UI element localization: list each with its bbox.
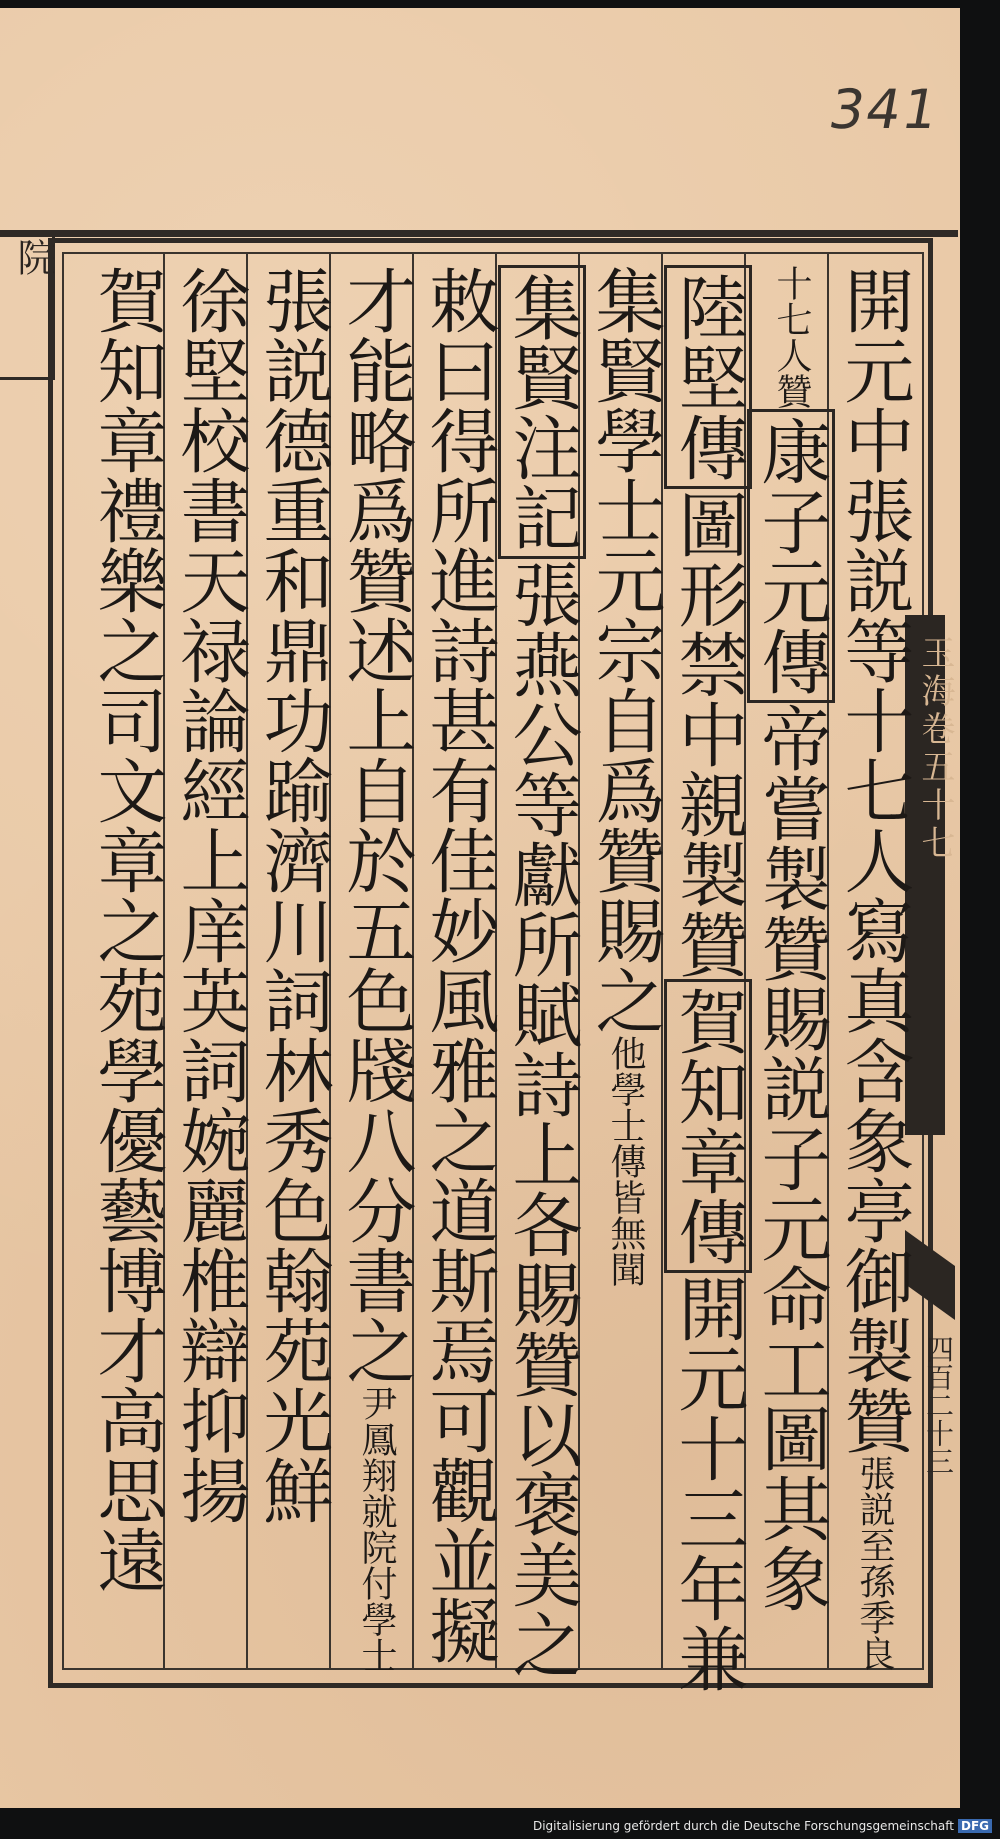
folio-number: 341 <box>824 78 945 141</box>
text-run: 圖形禁中親製贊 <box>667 489 749 979</box>
text-column <box>82 265 172 1665</box>
margin-title: 玉海卷五十七 <box>915 635 955 863</box>
digitization-credit <box>533 1819 992 1833</box>
text-column <box>829 265 919 1671</box>
text-column <box>331 265 421 1673</box>
text-run: 徐堅校書天禄論經上庠英詞婉麗椎辯抑揚 <box>169 265 251 1525</box>
text-column <box>663 265 753 1693</box>
text-run: 張燕公等獻所賦詩上各賜贊以褒美之 <box>501 559 583 1679</box>
interlinear-note: 十七人贊 <box>771 265 812 409</box>
text-run: 開元中張説等十七人寫真含象亭御製贊 <box>833 265 915 1455</box>
text-run: 才能略爲贊述上自於五色牋八分書之 <box>335 265 417 1385</box>
text-column <box>746 265 836 1665</box>
interlinear-note: 張説至孫季良 <box>854 1455 895 1671</box>
text-column <box>580 265 670 1665</box>
text-column <box>414 265 504 1665</box>
source-label: 賀知章傳 <box>664 979 752 1273</box>
interlinear-note: 尹鳳翔就院付學士 <box>356 1385 397 1673</box>
text-run: 開元十三年兼 <box>667 1273 749 1693</box>
interlinear-note: 他學士傳皆無聞 <box>605 1035 646 1287</box>
text-run: 帝嘗製贊賜説子元命工圖其象 <box>750 703 832 1613</box>
text-run: 張説德重和鼎功踰濟川詞林秀色翰苑光鮮 <box>252 265 334 1525</box>
text-column <box>248 265 338 1665</box>
left-tab <box>0 232 55 380</box>
margin-page-number: 四百二十三 <box>922 1335 955 1475</box>
credit-text: Digitalisierung gefördert durch die Deutsche Forschungsgemeinschaft <box>532 1819 954 1833</box>
text-column <box>497 265 587 1679</box>
text-run: 敕曰得所進詩甚有佳妙風雅之道斯焉可觀並擬 <box>418 265 500 1665</box>
source-label: 陸堅傳 <box>664 265 752 489</box>
left-tab-label: 院 <box>11 238 55 276</box>
text-run: 集賢學士元宗自爲贊賜之 <box>584 265 666 1035</box>
text-run: 賀知章禮樂之司文章之苑學優藝博才高思遠 <box>86 265 168 1595</box>
dfg-logo: DFG <box>958 1819 992 1833</box>
source-label: 集賢注記 <box>498 265 586 559</box>
source-label: 康子元傳 <box>747 409 835 703</box>
text-column <box>165 265 255 1665</box>
top-rule <box>0 230 958 237</box>
